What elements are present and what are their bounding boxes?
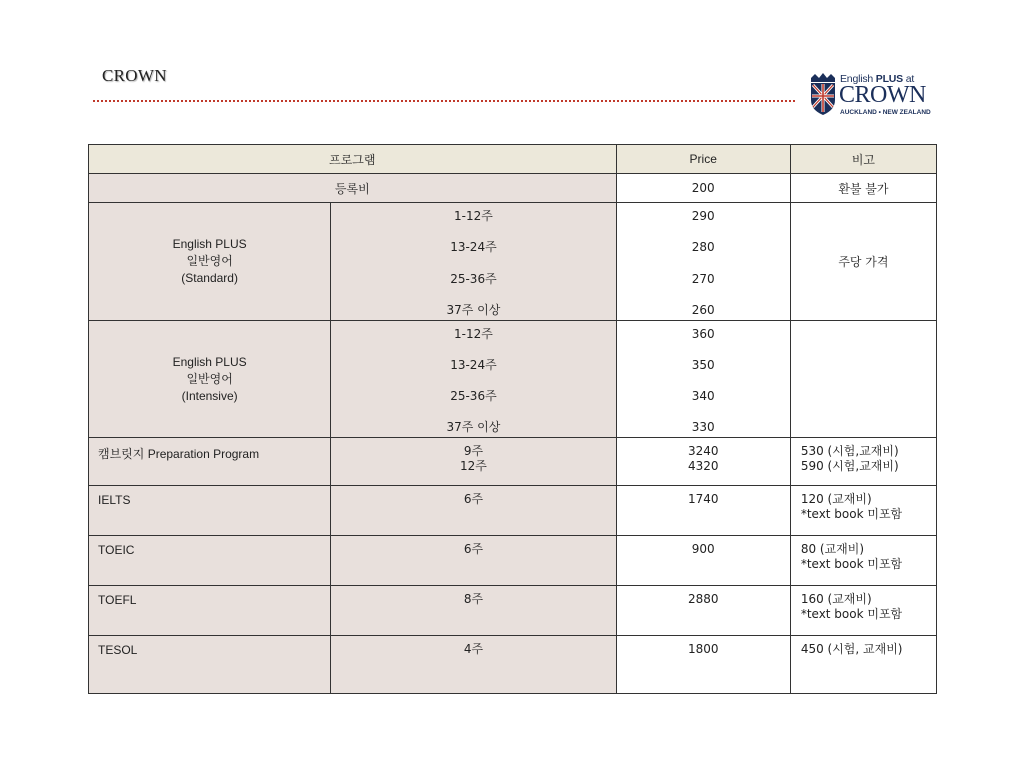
intensive-note [790, 321, 936, 438]
ielts-price: 1740 [616, 486, 790, 536]
duration-item: 13-24주 [450, 240, 497, 255]
table-row-toefl [89, 586, 937, 636]
price-item: 350 [691, 358, 715, 372]
table-row-standard [89, 203, 937, 321]
crest-icon [808, 72, 838, 116]
logo-location: AUCKLAND • NEW ZEALAND [840, 109, 931, 116]
page-title: CROWN [102, 66, 167, 85]
table-row-toeic [89, 536, 937, 586]
toefl-price: 2880 [616, 586, 790, 636]
price-item: 280 [691, 240, 715, 255]
toeic-price: 900 [616, 536, 790, 586]
toefl-note: 160 (교재비) *text book 미포함 [790, 586, 936, 636]
intensive-durations [331, 321, 616, 438]
standard-note: 주당 가격 [790, 203, 936, 321]
toefl-duration: 8주 [331, 586, 616, 636]
price-item: 360 [691, 327, 715, 341]
toeic-note: 80 (교재비) *text book 미포함 [790, 536, 936, 586]
registration-note: 환불 불가 [790, 174, 936, 203]
registration-label: 등록비 [89, 174, 617, 203]
ielts-note: 120 (교재비) *text book 미포함 [790, 486, 936, 536]
price-item: 330 [691, 420, 715, 434]
intensive-course-name: English PLUS 일반영어 (Intensive) [89, 321, 331, 438]
duration-item: 25-36주 [450, 389, 497, 403]
standard-durations [331, 203, 616, 321]
price-item: 340 [691, 389, 715, 403]
toeic-duration: 6주 [331, 536, 616, 586]
duration-item: 1-12주 [454, 209, 493, 223]
tesol-duration: 4주 [331, 636, 616, 694]
cambridge-prices: 3240 4320 [616, 438, 790, 486]
table-header-row [89, 145, 937, 174]
crown-logo [808, 72, 948, 118]
intensive-prices [616, 321, 790, 438]
tesol-price: 1800 [616, 636, 790, 694]
duration-item: 37주 이상 [446, 420, 501, 434]
price-item: 290 [691, 209, 715, 223]
price-table [88, 144, 937, 694]
title-divider [93, 100, 795, 102]
cambridge-notes: 530 (시험,교재비) 590 (시험,교재비) [790, 438, 936, 486]
logo-brand: CROWN [839, 82, 926, 108]
cambridge-name: 캠브릿지 Preparation Program [89, 438, 331, 486]
price-item: 270 [691, 271, 715, 286]
header-program: 프로그램 [89, 145, 617, 174]
header-note: 비고 [790, 145, 936, 174]
duration-item: 1-12주 [454, 327, 493, 341]
tesol-note: 450 (시험, 교재비) [790, 636, 936, 694]
header-price: Price [616, 145, 790, 174]
table-row-intensive [89, 321, 937, 438]
table-row-registration [89, 174, 937, 203]
price-item: 260 [691, 302, 715, 317]
standard-prices [616, 203, 790, 321]
table-row-cambridge [89, 438, 937, 486]
tesol-name: TESOL [89, 636, 331, 694]
toefl-name: TOEFL [89, 586, 331, 636]
table-row-ielts [89, 486, 937, 536]
registration-price: 200 [616, 174, 790, 203]
duration-item: 25-36주 [450, 271, 497, 286]
standard-course-name: English PLUS 일반영어 (Standard) [89, 203, 331, 321]
toeic-name: TOEIC [89, 536, 331, 586]
ielts-name: IELTS [89, 486, 331, 536]
logo-tagline: English PLUS at [840, 73, 915, 85]
duration-item: 37주 이상 [446, 302, 501, 317]
cambridge-durations: 9주 12주 [331, 438, 616, 486]
ielts-duration: 6주 [331, 486, 616, 536]
duration-item: 13-24주 [450, 358, 497, 372]
table-row-tesol [89, 636, 937, 694]
